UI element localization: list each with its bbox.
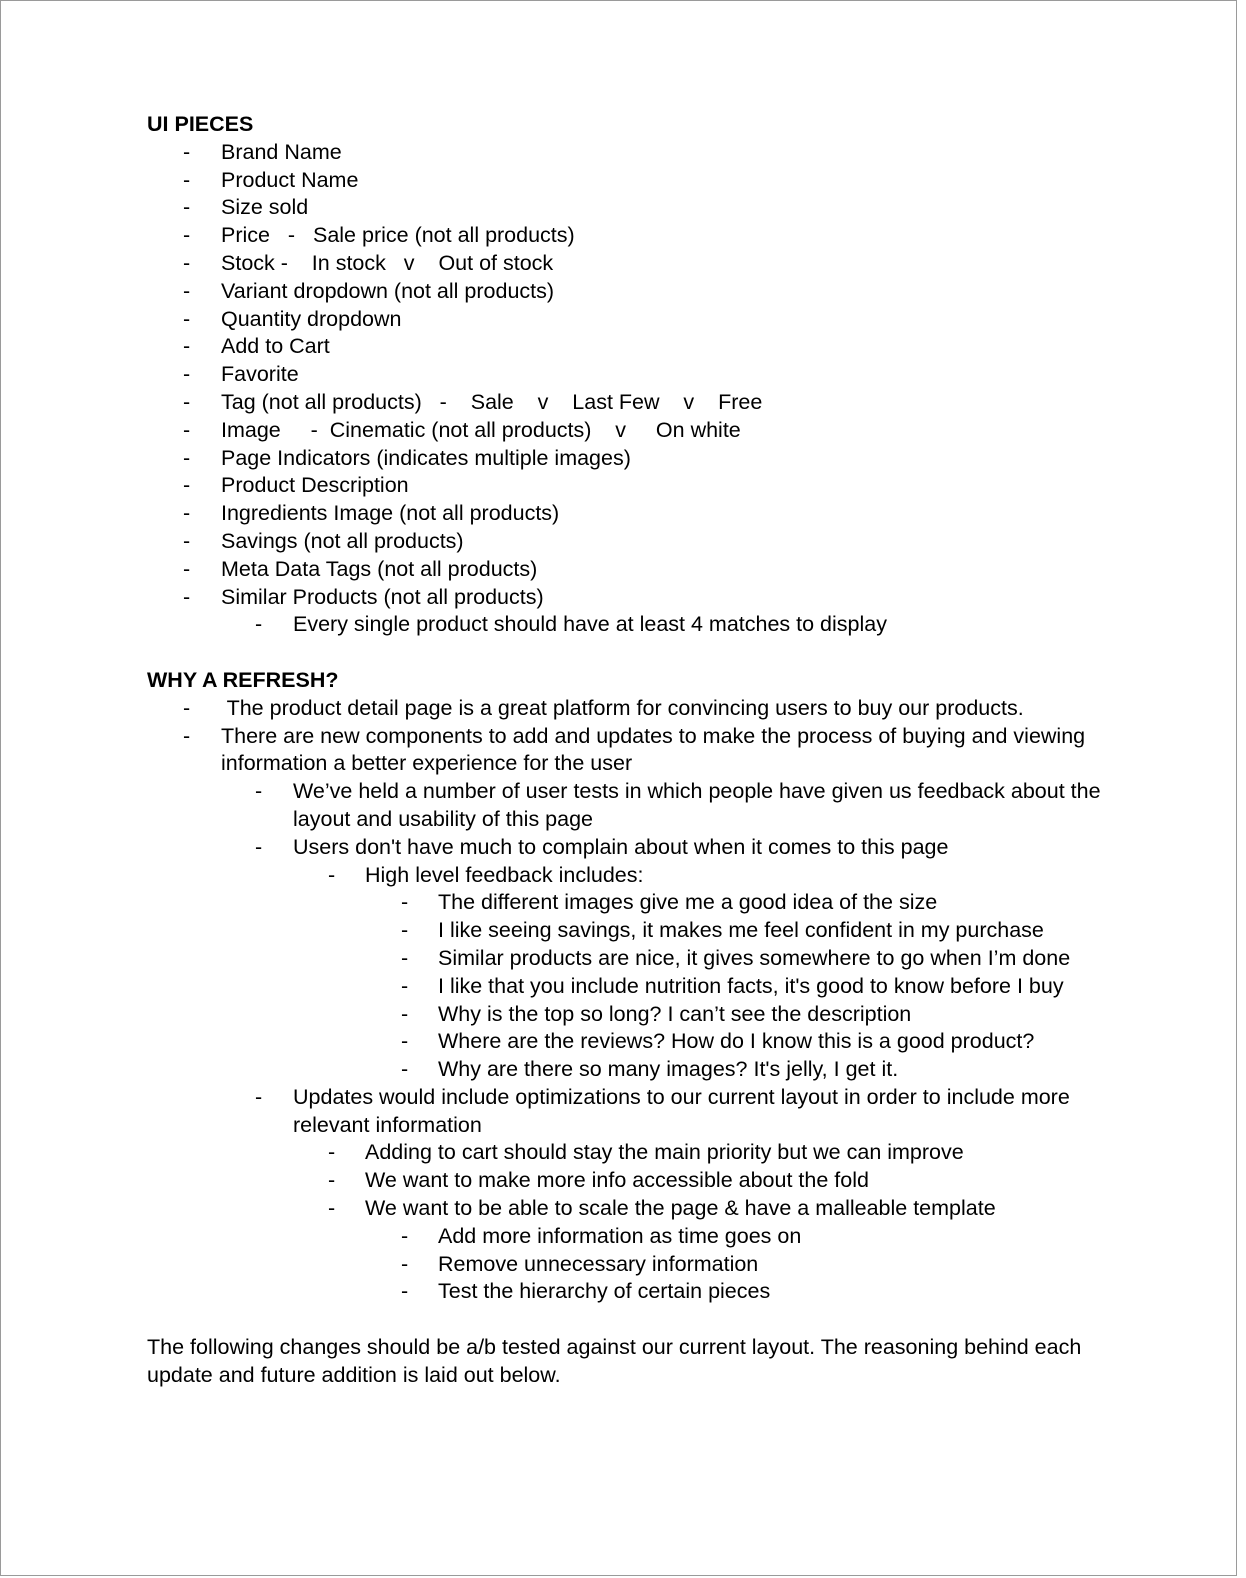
list-item: - Ingredients Image (not all products) xyxy=(183,501,560,526)
list-item: - Favorite xyxy=(183,362,299,387)
list-item: - Page Indicators (indicates multiple images) xyxy=(183,445,631,470)
ui-pieces-heading: UI PIECES xyxy=(147,112,254,136)
feedback-item: - I like seeing savings, it makes me feel confident in my purchase xyxy=(401,918,1044,943)
refresh-list xyxy=(147,695,1107,1307)
ui-pieces-list xyxy=(147,139,1107,639)
feedback-item: - Why is the top so long? I can’t see the description xyxy=(401,1001,912,1026)
list-item: - Image - Cinematic (not all products) v On white xyxy=(183,417,741,442)
feedback-item: - Why are there so many images? It's jelly, I get it. xyxy=(401,1057,899,1082)
scale-item: - Remove unnecessary information xyxy=(401,1251,759,1276)
list-item: - Quantity dropdown xyxy=(183,306,402,331)
feedback-item: - Similar products are nice, it gives somewhere to go when I’m done xyxy=(401,945,1071,970)
list-item: - Product Name xyxy=(183,167,359,192)
list-item: - Meta Data Tags (not all products) xyxy=(183,556,538,581)
list-item: - Savings (not all products) xyxy=(183,528,464,553)
list-item: - Product Description xyxy=(183,473,409,498)
list-item: - Brand Name xyxy=(183,139,342,164)
list-item: - The product detail page is a great platform for convincing users to buy our products. xyxy=(183,695,1024,720)
feedback-item: - Where are the reviews? How do I know this is a good product? xyxy=(401,1029,1035,1054)
scale-item: - Add more information as time goes on xyxy=(401,1223,802,1248)
list-sub-item: - Every single product should have at least 4 matches to display xyxy=(255,612,887,637)
list-item: - There are new components to add and updates to make the process of buying and viewing information a better experience for the user xyxy=(183,723,1086,776)
list-item: - Price - Sale price (not all products) xyxy=(183,223,575,248)
document-content xyxy=(147,111,1107,1390)
list-item: - Similar Products (not all products) xyxy=(183,584,544,609)
list-item: - Stock - In stock v Out of stock xyxy=(183,250,554,275)
feedback-heading-item: - High level feedback includes: xyxy=(328,862,644,887)
list-item: - Size sold xyxy=(183,195,309,220)
list-item: - Variant dropdown (not all products) xyxy=(183,278,555,303)
list-sub-item: - We’ve held a number of user tests in which people have given us feedback about the layout and usability of this page xyxy=(255,779,1101,831)
closing-paragraph: The following changes should be a/b tested against our current layout. The reasoning behind each update and future addition is laid out below. xyxy=(147,1335,1082,1387)
update-item: - Adding to cart should stay the main priority but we can improve xyxy=(328,1140,964,1165)
scale-item: - Test the hierarchy of certain pieces xyxy=(401,1279,771,1304)
feedback-item: - The different images give me a good idea of the size xyxy=(401,890,938,915)
feedback-item: - I like that you include nutrition facts, it's good to know before I buy xyxy=(401,973,1064,998)
list-sub-item: - Users don't have much to complain about when it comes to this page xyxy=(255,834,949,859)
list-item: - Add to Cart xyxy=(183,334,330,359)
list-sub-item: - Updates would include optimizations to our current layout in order to include more relevant information xyxy=(255,1084,1070,1137)
update-item: - We want to be able to scale the page & have a malleable template xyxy=(328,1196,996,1221)
update-item: - We want to make more info accessible about the fold xyxy=(328,1168,869,1193)
why-refresh-heading: WHY A REFRESH? xyxy=(147,667,339,692)
list-item: - Tag (not all products) - Sale v Last Few v Free xyxy=(183,389,763,414)
